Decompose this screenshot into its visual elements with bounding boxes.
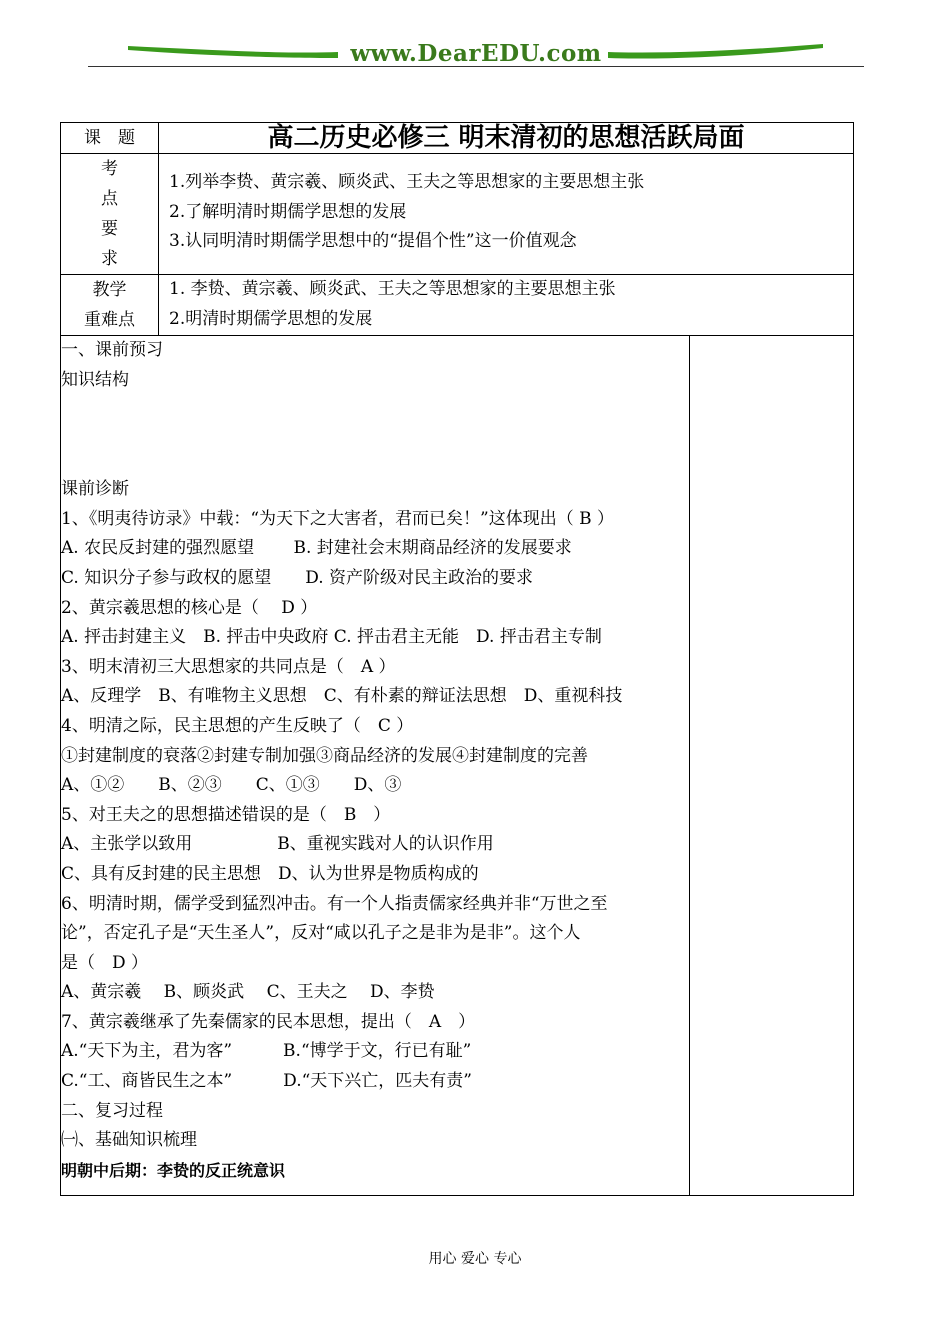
question-option: A、①② B、②③ C、①③ D、③ (61, 775, 402, 796)
site-logo-text: www.DearEDU.com (350, 40, 602, 67)
requirement-item: 2.了解明清时期儒学思想的发展 (169, 201, 407, 222)
main-content-cell (61, 336, 690, 1196)
question-option: A. 抨击封建主义 B. 抨击中央政府 C. 抨击君主无能 D. 抨击君主专制 (61, 627, 602, 648)
section-title: 一、课前预习 (61, 340, 163, 360)
keypoints-label-line: 教学 (92, 280, 127, 300)
knowledge-structure-blank (61, 395, 689, 475)
question-option: A、主张学以致用 B、重视实践对人的认识作用 (61, 834, 494, 855)
requirements-label (61, 154, 159, 275)
requirements-label-char: 求 (101, 249, 118, 269)
knowledge-structure-heading: 知识结构 (61, 369, 129, 390)
keypoints-label (61, 275, 159, 336)
section-title: 二、复习过程 (61, 1100, 163, 1121)
question-stem-line: 6、明清时期，儒学受到猛烈冲击。有一个人指责儒家经典并非“万世之至 (61, 893, 608, 914)
question-stem: 2、黄宗羲思想的核心是（ D ） (61, 597, 318, 618)
keypoint-item: 1. 李贽、黄宗羲、顾炎武、王夫之等思想家的主要思想主张 (169, 279, 616, 299)
question-option: ①封建制度的衰落②封建专制加强③商品经济的发展④封建制度的完善 (61, 745, 588, 766)
lesson-title: 高二历史必修三 明末清初的思想活跃局面 (159, 123, 854, 154)
notes-column (690, 336, 854, 1196)
requirements-label-char: 要 (101, 219, 118, 239)
question-option: C.“工、商皆民生之本” D.“天下兴亡，匹夫有责” (61, 1071, 472, 1092)
question-option: A、反理学 B、有唯物主义思想 C、有朴素的辩证法思想 D、重视科技 (61, 686, 623, 707)
requirement-item: 1.列举李贽、黄宗羲、顾炎武、王夫之等思想家的主要思想主张 (169, 172, 645, 192)
question-stem: 5、对王夫之的思想描述错误的是（ B ） (61, 804, 391, 825)
question-option: C. 知识分子参与政权的愿望 D. 资产阶级对民主政治的要求 (61, 567, 534, 588)
bold-heading: 明朝中后期：李贽的反正统意识 (61, 1160, 286, 1180)
keypoints-content (159, 275, 854, 336)
question-stem-line: 论”，否定孔子是“天生圣人”，反对“咸以孔子之是非为是非”。这个人 (61, 923, 581, 944)
question-stem: 1、《明夷待访录》中载：“为天下之大害者，君而已矣！”这体现出（ B ） (61, 508, 614, 529)
footer-text: 用心 爱心 专心 (428, 1251, 522, 1267)
question-option: A.“天下为主，君为客” B.“博学于文，行已有耻” (61, 1041, 472, 1062)
topic-label: 课 题 (61, 123, 159, 154)
subsection-title: ㈠、基础知识梳理 (61, 1130, 197, 1151)
keypoints-label-line: 重难点 (84, 310, 135, 330)
question-stem: 7、黄宗羲继承了先秦儒家的民本思想，提出（ A ） (61, 1011, 476, 1032)
requirement-item: 3.认同明清时期儒学思想中的“提倡个性”这一价值观念 (169, 231, 577, 252)
diagnosis-heading: 课前诊断 (61, 479, 129, 500)
question-stem: 3、明末清初三大思想家的共同点是（ A ） (61, 656, 396, 677)
requirements-content (159, 154, 854, 275)
lesson-plan-table (60, 122, 854, 1196)
question-stem-line: 是（ D ） (61, 952, 149, 973)
requirements-label-char: 考 (101, 159, 118, 179)
requirements-label-char: 点 (101, 189, 118, 209)
question-option: A. 农民反封建的强烈愿望 B. 封建社会末期商品经济的发展要求 (61, 538, 572, 559)
header-divider (88, 66, 864, 67)
keypoint-item: 2.明清时期儒学思想的发展 (169, 308, 373, 329)
question-stem: 4、明清之际，民主思想的产生反映了（ C ） (61, 715, 414, 736)
question-option: A、黄宗羲 B、顾炎武 C、王夫之 D、李贽 (61, 982, 435, 1003)
question-option: C、具有反封建的民主思想 D、认为世界是物质构成的 (61, 863, 479, 884)
